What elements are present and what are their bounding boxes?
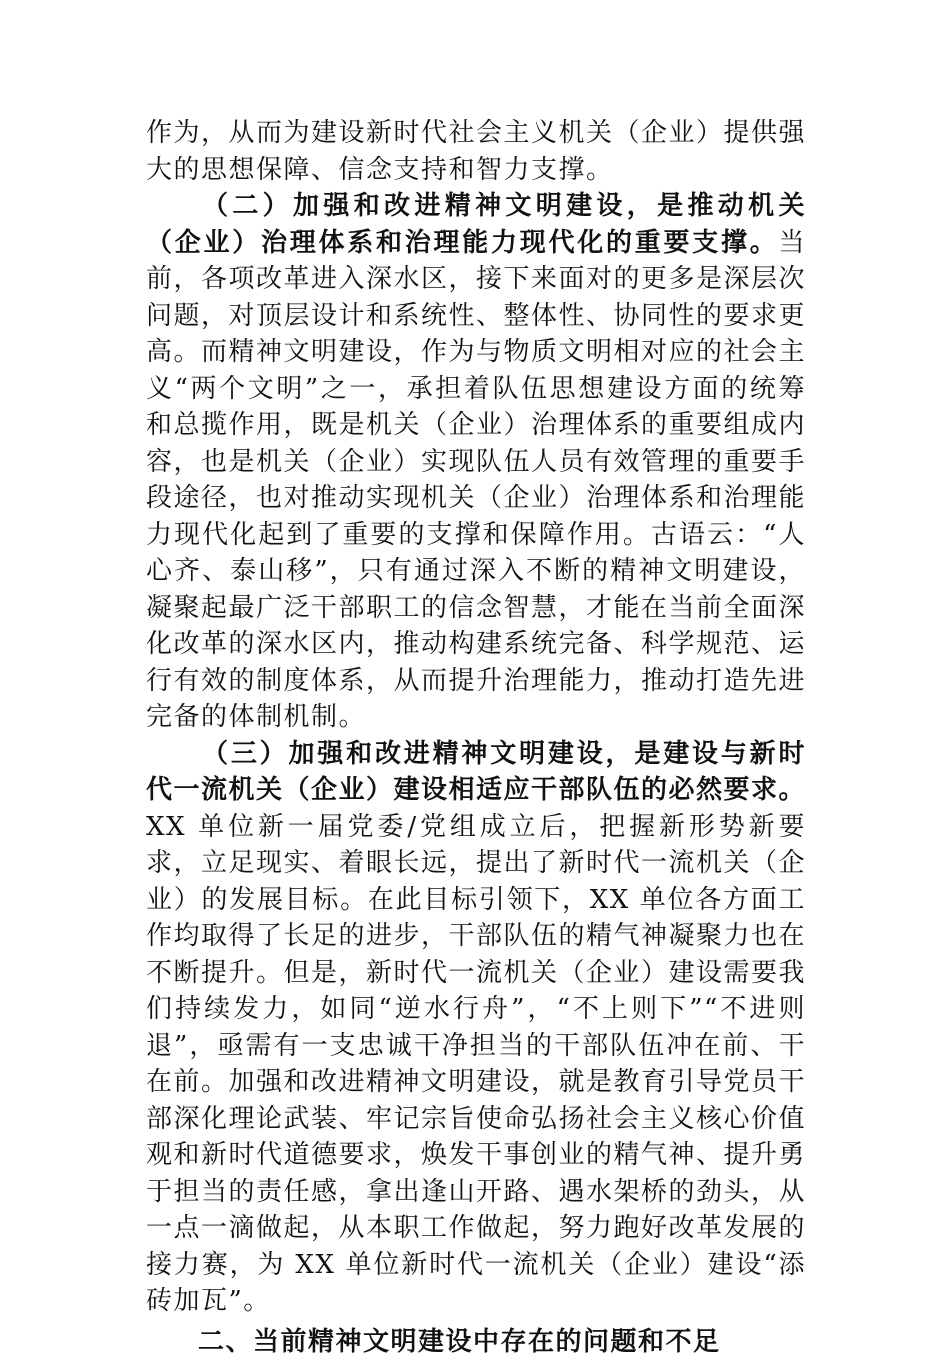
document-body — [146, 115, 806, 1360]
paragraph-point-two — [146, 188, 806, 736]
paragraph-continuation — [146, 115, 806, 188]
paragraph-text: 作为，从而为建设新时代社会主义机关（企业）提供强大的思想保障、信念支持和智力支撑。 — [146, 118, 806, 185]
paragraph-text: XX 单位新一届党委/党组成立后，把握新形势新要求，立足现实、着眼长远，提出了新时代一流机关（企业）的发展目标。在此目标引领下，XX 单位各方面工作均取得了长足的进步，干部队伍的精气神凝聚力也在不断提升。但是，新时代一流机关（企业）建设需要我们持续发力，如同“逆水行舟”，“不上则下”“不进则退”，亟需有一支忠诚干净担当的干部队伍冲在前、干在前。加强和改进精神文明建设，就是教育引导党员干部深化理论武装、牢记宗旨使命弘扬社会主义核心价值观和新时代道德要求，焕发干事创业的精气神、提升勇于担当的责任感，拿出逢山开路、遇水架桥的劲头，从一点一滴做起，从本职工作做起，努力跑好改革发展的接力赛，为 XX 单位新时代一流机关（企业）建设“添砖加瓦”。 — [146, 812, 806, 1317]
section-heading: 二、当前精神文明建设中存在的问题和不足 — [146, 1324, 806, 1360]
paragraph-text: 当前，各项改革进入深水区，接下来面对的更多是深层次问题，对顶层设计和系统性、整体性、协同性的要求更高。而精神文明建设，作为与物质文明相对应的社会主义“两个文明”之一，承担着队伍思想建设方面的统筹和总揽作用，既是机关（企业）治理体系的重要组成内容，也是机关（企业）实现队伍人员有效管理的重要手段途径，也对推动实现机关（企业）治理体系和治理能力现代化起到了重要的支撑和保障作用。古语云：“人心齐、泰山移”，只有通过深入不断的精神文明建设，凝聚起最广泛干部职工的信念智慧，才能在当前全面深化改革的深水区内，推动构建系统完备、科学规范、运行有效的制度体系，从而提升治理能力，推动打造先进完备的体制机制。 — [146, 228, 806, 733]
paragraph-point-three — [146, 736, 806, 1320]
paragraph-lead: （二）加强和改进精神文明建设，是推动机关（企业）治理体系和治理能力现代化的重要支撑。 — [146, 191, 806, 258]
paragraph-lead: （三）加强和改进精神文明建设，是建设与新时代一流机关（企业）建设相适应干部队伍的必然要求。 — [146, 739, 806, 806]
